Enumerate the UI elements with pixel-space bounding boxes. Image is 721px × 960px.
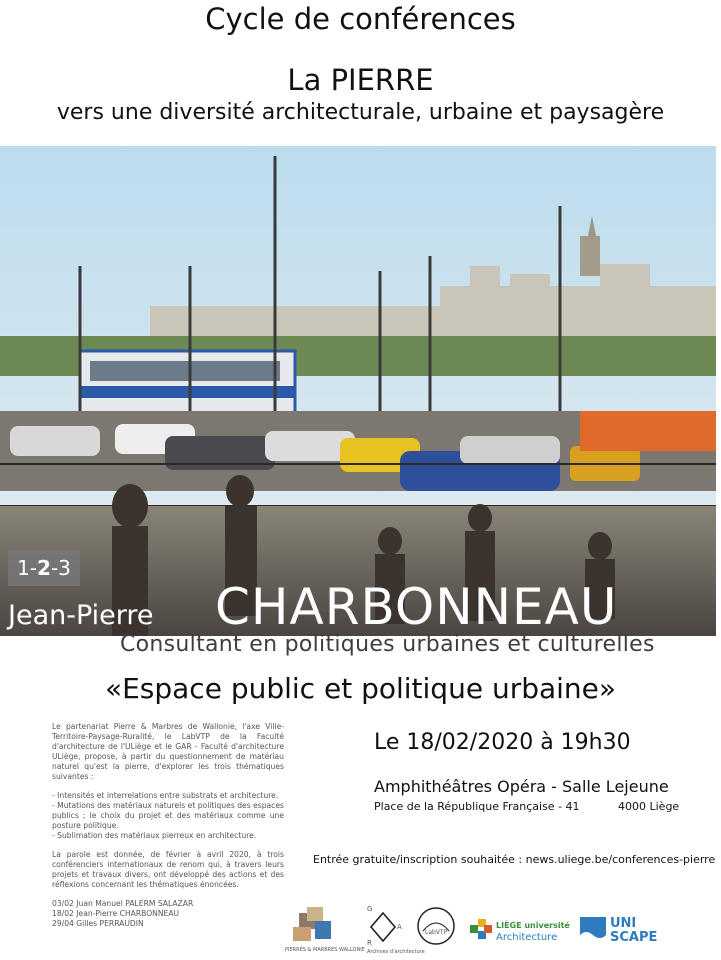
pmw-mark-icon — [285, 905, 353, 945]
schedule-item: 29/04 Gilles PERRAUDIN — [52, 919, 144, 928]
liege-top-label: LIÈGE université — [496, 921, 570, 930]
uniscape-logo — [580, 905, 670, 945]
cycle-heading: Cycle de conférences — [205, 2, 516, 36]
labvtp-circle-icon — [415, 905, 457, 947]
speaker-first-name: Jean-Pierre — [8, 600, 154, 631]
pierres-marbres-logo — [285, 905, 365, 955]
series-marker — [8, 550, 80, 586]
liege-mark-icon — [470, 919, 492, 941]
theme-heading: La PIERRE — [287, 63, 434, 97]
liege-universite-logo — [470, 905, 570, 945]
gar-letter-a: A — [397, 923, 402, 931]
event-datetime: Le 18/02/2020 à 19h30 — [374, 730, 631, 755]
theme-item: - Sublimation des matériaux pierreux en architecture. — [52, 831, 257, 840]
schedule-list — [52, 899, 284, 929]
talk-title: «Espace public et politique urbaine» — [104, 672, 617, 705]
description-column — [52, 722, 284, 929]
series-before: 1- — [17, 556, 38, 580]
event-city: 4000 Liège — [618, 800, 680, 813]
event-address: Place de la République Française - 41 — [374, 800, 580, 813]
gar-letter-r: R — [367, 939, 372, 947]
theme-item: - Intensités et interrelations entre substrats et architecture. — [52, 791, 279, 800]
partner-logos — [285, 905, 715, 960]
gar-logo — [363, 905, 425, 960]
series-after: -3 — [50, 556, 71, 580]
uniscape-wave-icon — [580, 917, 606, 945]
speaker-last-name: CHARBONNEAU — [215, 578, 618, 636]
description-closing: La parole est donnée, de février à avril 2020, à trois conférenciers internationaux de renom qui, à travers leurs projets et travaux divers, ont développé des actions et des réflexions concernant les thématiques énoncées. — [52, 850, 284, 889]
description-intro: Le partenariat Pierre & Marbres de Wallonie, l'axe Ville-Territoire-Paysage-Ruralité, le LabVTP de la Faculté d'architecture de l'ULiège et le GAR - Faculté d'architecture ULiège, propose, à partir du questionnement de matériau naturel qu'est la pierre, d'explorer les trois thématiques suivantes : — [52, 722, 284, 781]
labvtp-label: LabVTP — [425, 929, 448, 936]
labvtp-logo — [415, 905, 457, 955]
registration-info: Entrée gratuite/inscription souhaitée : news.uliege.be/conferences-pierre — [313, 853, 716, 866]
uniscape-top-label: UNI — [610, 916, 637, 931]
pmw-caption: PIERRES & MARBRES WALLONIE — [285, 947, 365, 953]
speaker-role: Consultant en politiques urbaines et culturelles — [120, 632, 655, 657]
city-photograph — [0, 146, 716, 636]
gar-caption: Archives d'architecture — [367, 949, 425, 955]
schedule-item: 03/02 Juan Manuel PALERM SALAZAR — [52, 899, 194, 908]
series-current: 2 — [37, 556, 51, 580]
liege-bottom-label: Architecture — [496, 932, 558, 943]
gar-letter-g: G — [367, 905, 373, 913]
schedule-item: 18/02 Jean-Pierre CHARBONNEAU — [52, 909, 180, 918]
event-venue: Amphithéâtres Opéra - Salle Lejeune — [374, 777, 669, 796]
themes-list — [52, 791, 284, 841]
theme-item: - Mutations des matériaux naturels et politiques des espaces publics ; le choix du projet et des matériaux comme une posture politique. — [52, 801, 284, 830]
theme-subtitle: vers une diversité architecturale, urbaine et paysagère — [56, 100, 665, 125]
uniscape-bottom-label: SCAPE — [610, 930, 658, 945]
